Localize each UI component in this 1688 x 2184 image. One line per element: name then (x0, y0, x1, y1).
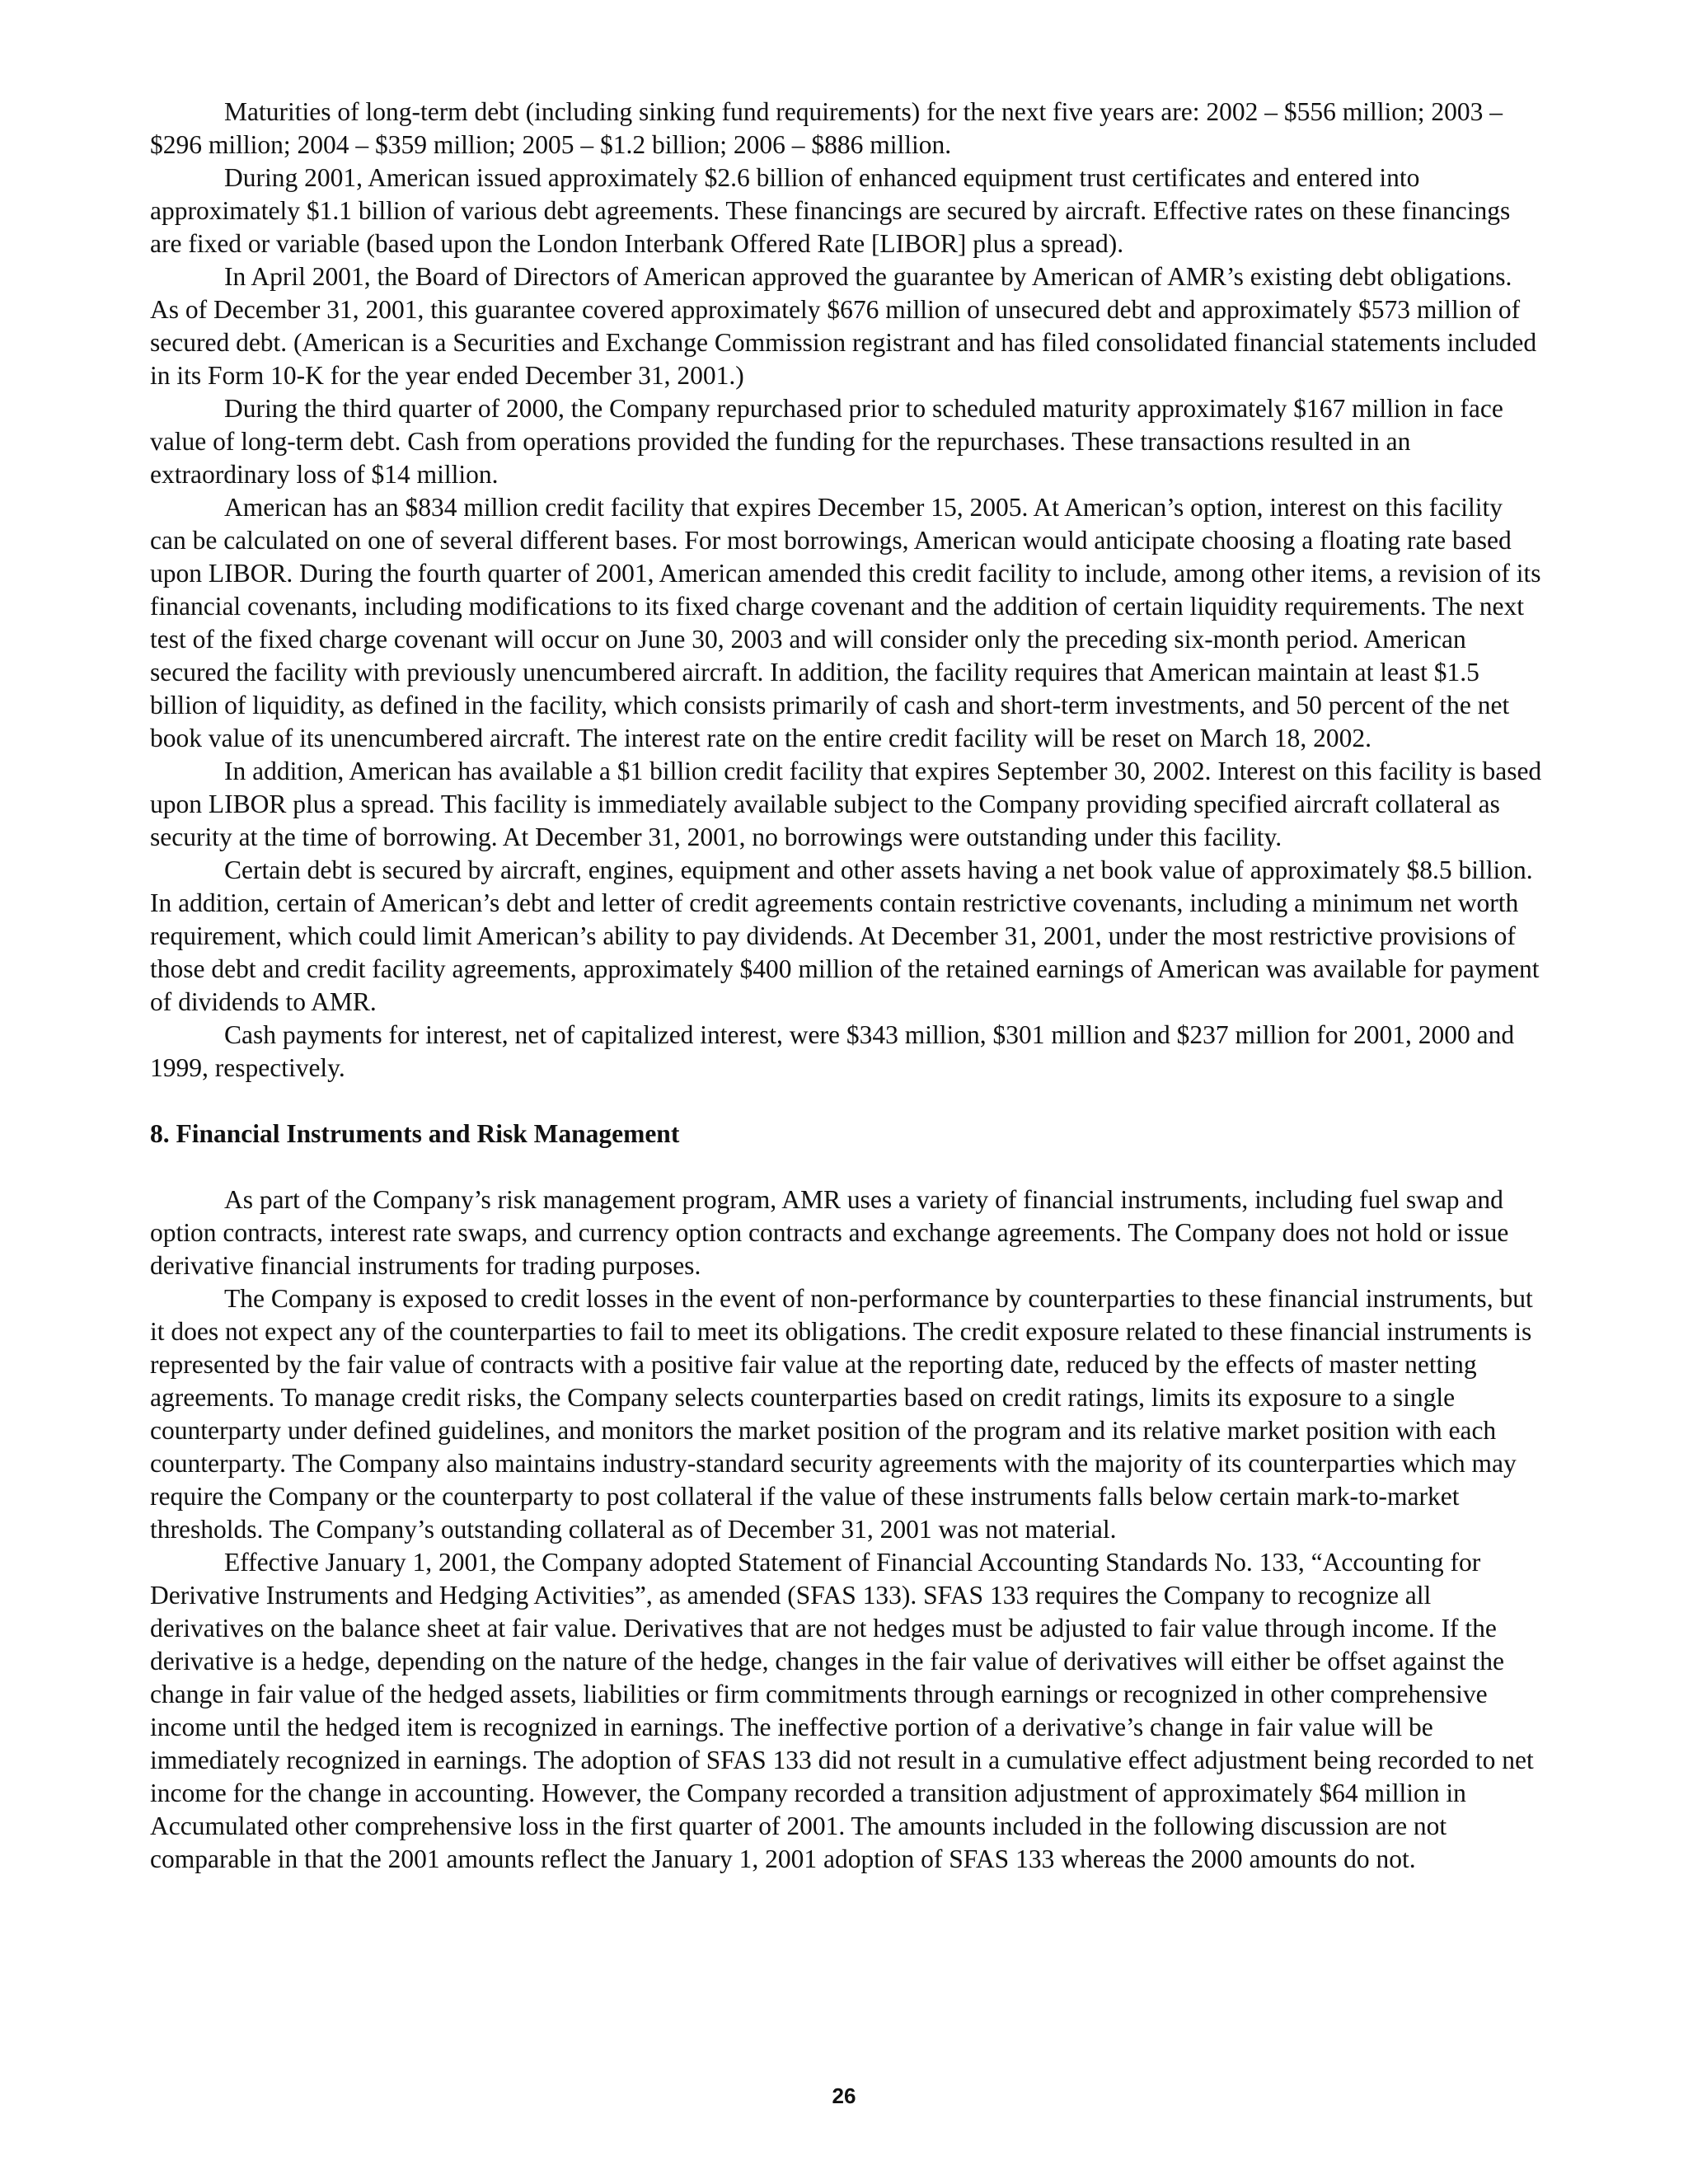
paragraph-guarantee: In April 2001, the Board of Directors of American approved the guarantee by American of AMR’s existing debt obligations. As of December 31, 2001, this guarantee covered approximately $676 million of unsecured debt and approximately $573 million of secured debt. (American is a Securities and Exchange Commission registrant and has filed consolidated financial statements included in its Form 10-K for the year ended December 31, 2001.) (150, 262, 1537, 390)
paragraph-credit-losses: The Company is exposed to credit losses in the event of non-performance by counterparties to these financial instruments, but it does not expect any of the counterparties to fail to meet its obligations. The credit exposure related to these financial instruments is represented by the fair value of contracts with a positive fair value at the reporting date, reduced by the effects of master netting agreements. To manage credit risks, the Company selects counterparties based on credit ratings, limits its exposure to a single counterparty under defined guidelines, and monitors the market position of the program and its relative market position with each counterparty. The Company also maintains industry-standard security agreements with the majority of its counterparties which may require the Company or the counterparty to post collateral if the value of these instruments falls below certain mark-to-market thresholds. The Company’s outstanding collateral as of December 31, 2001 was not material. (150, 1284, 1533, 1544)
paragraph-interest-payments: Cash payments for interest, net of capitalized interest, were $343 million, $301 million and $237 million for 2001, 2000 and 1999, respectively. (150, 1020, 1515, 1082)
paragraph-834m-credit-facility: American has an $834 million credit facility that expires December 15, 2005. At American’s option, interest on this facility can be calculated on one of several different bases. For most borrowings, American would anticipate choosing a floating rate based upon LIBOR. During the fourth quarter of 2001, American amended this credit facility to include, among other items, a revision of its financial covenants, including modifications to its fixed charge covenant and the addition of certain liquidity requirements. The next test of the fixed charge covenant will occur on June 30, 2003 and will consider only the preceding six-month period. American secured the facility with previously unencumbered aircraft. In addition, the facility requires that American maintain at least $1.5 billion of liquidity, as defined in the facility, which consists primarily of cash and short-term investments, and 50 percent of the net book value of its unencumbered aircraft. The interest rate on the entire credit facility will be reset on March 18, 2002. (150, 493, 1541, 752)
paragraph-sfas-133: Effective January 1, 2001, the Company adopted Statement of Financial Accounting Standards No. 133, “Accounting for Derivative Instruments and Hedging Activities”, as amended (SFAS 133). SFAS 133 requires the Company to recognize all derivatives on the balance sheet at fair value. Derivatives that are not hedges must be adjusted to fair value through income. If the derivative is a hedge, depending on the nature of the hedge, changes in the fair value of derivatives will either be offset against the change in fair value of the hedged assets, liabilities or firm commitments through earnings or recognized in other comprehensive income until the hedged item is recognized in earnings. The ineffective portion of a derivative’s change in fair value will be immediately recognized in earnings. The adoption of SFAS 133 did not result in a cumulative effect adjustment being recorded to net income for the change in accounting. However, the Company recorded a transition adjustment of approximately $64 million in Accumulated other comprehensive loss in the first quarter of 2001. The amounts included in the following discussion are not comparable in that the 2001 amounts reflect the January 1, 2001 adoption of SFAS 133 whereas the 2000 amounts do not. (150, 1548, 1534, 1873)
paragraph-debt-maturities: Maturities of long-term debt (including sinking fund requirements) for the next five years are: 2002 – $556 million; 2003 – $296 million; 2004 – $359 million; 2005 – $1.2 billion; 2006 – $886 million. (150, 97, 1503, 159)
paragraph-secured-debt-covenants: Certain debt is secured by aircraft, engines, equipment and other assets having a net book value of approximately $8.5 billion. In addition, certain of American’s debt and letter of credit agreements contain restrictive covenants, including a minimum net worth requirement, which could limit American’s ability to pay dividends. At December 31, 2001, under the most restrictive provisions of those debt and credit facility agreements, approximately $400 million of the retained earnings of American was available for payment of dividends to AMR. (150, 855, 1540, 1016)
paragraph-equipment-trust-certificates: During 2001, American issued approximately $2.6 billion of enhanced equipment trust certificates and entered into approximately $1.1 billion of various debt agreements. These financings are secured by aircraft. Effective rates on these financings are fixed or variable (based upon the London Interbank Offered Rate [LIBOR] plus a spread). (150, 163, 1511, 258)
page-number: 26 (832, 2083, 856, 2108)
paragraph-risk-management-program: As part of the Company’s risk management program, AMR uses a variety of financial instruments, including fuel swap and option contracts, interest rate swaps, and currency option contracts and exchange agreements. The Company does not hold or issue derivative financial instruments for trading purposes. (150, 1185, 1509, 1280)
financial-instruments-section (150, 1183, 1543, 1876)
paragraph-debt-repurchase: During the third quarter of 2000, the Company repurchased prior to scheduled maturity approximately $167 million in face value of long-term debt. Cash from operations provided the funding for the repurchases. These transactions resulted in an extraordinary loss of $14 million. (150, 394, 1503, 489)
paragraph-1b-credit-facility: In addition, American has available a $1 billion credit facility that expires September 30, 2002. Interest on this facility is based upon LIBOR plus a spread. This facility is immediately available subject to the Company providing specified aircraft collateral as security at the time of borrowing. At December 31, 2001, no borrowings were outstanding under this facility. (150, 757, 1542, 851)
section-heading-financial-instruments: 8. Financial Instruments and Risk Management (150, 1119, 680, 1148)
document-page (150, 96, 1543, 1876)
debt-section (150, 96, 1543, 1085)
